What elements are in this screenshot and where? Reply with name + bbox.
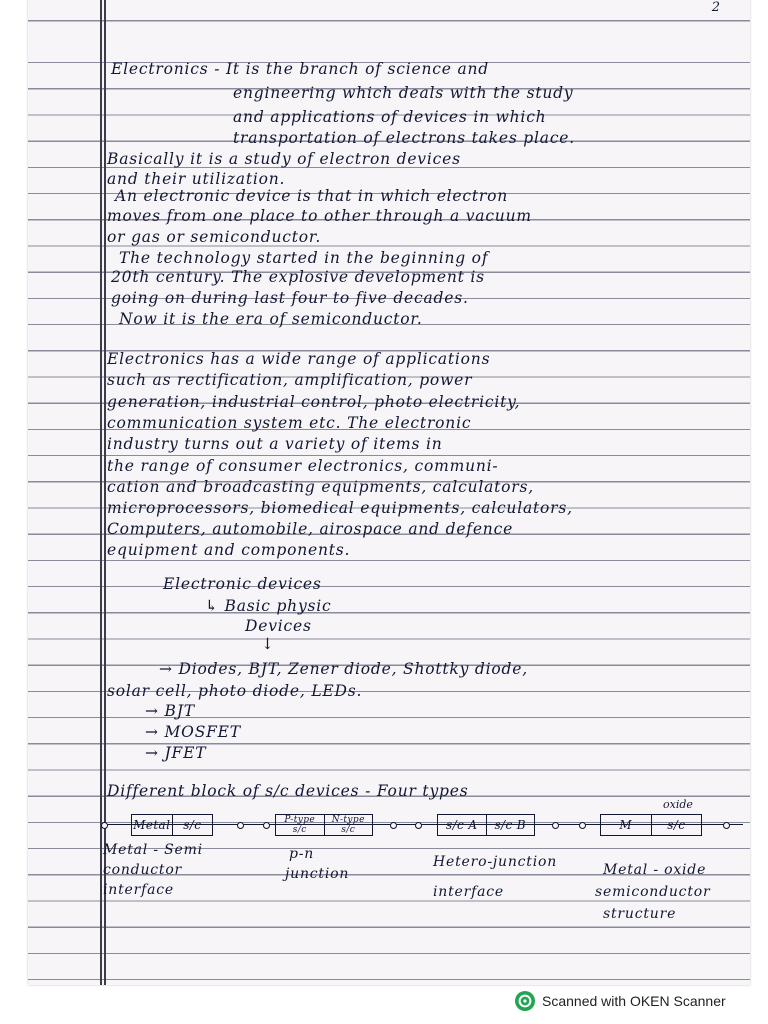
terminal-node (415, 822, 422, 829)
handwritten-line: Electronic devices (163, 575, 322, 593)
handwritten-line: Computers, automobile, airospace and defence (107, 520, 514, 538)
handwritten-line: moves from one place to other through a vacuum (107, 207, 532, 225)
handwritten-line: → BJT (145, 702, 195, 720)
block-cell: s/c (183, 818, 202, 832)
block-cell: s/c (667, 818, 686, 832)
handwritten-line: cation and broadcasting equipments, calculators, (107, 478, 534, 496)
block-cell: s/c A (438, 815, 487, 835)
block-cell: M (601, 815, 652, 835)
handwritten-line: and applications of devices in which (233, 108, 547, 126)
terminal-node (101, 822, 108, 829)
handwritten-line: The technology started in the beginning of (119, 249, 489, 267)
handwritten-line: Electronics - It is the branch of science and (111, 60, 490, 78)
terminal-node (237, 822, 244, 829)
block-mos (600, 814, 702, 836)
handwritten-line: ↓ (261, 635, 275, 653)
notebook-page (28, 0, 750, 985)
handwritten-line: 20th century. The explosive development is (111, 268, 485, 286)
scanner-watermark (515, 989, 726, 1013)
terminal-node (552, 822, 559, 829)
handwritten-line: → JFET (145, 744, 207, 762)
handwritten-line: communication system etc. The electronic (107, 414, 472, 432)
diagram-label: conductor (103, 862, 183, 878)
handwritten-line: ↳ Basic physic (205, 597, 332, 615)
handwritten-line: microprocessors, biomedical equipments, calculators, (107, 499, 573, 517)
handwritten-line: such as rectification, amplification, power (107, 371, 473, 389)
handwritten-line: → MOSFET (145, 723, 241, 741)
block-cell: s/c B (494, 818, 527, 832)
handwritten-line: generation, industrial control, photo electricity, (107, 393, 521, 411)
handwritten-line: → Diodes, BJT, Zener diode, Shottky diode, (159, 660, 528, 678)
handwritten-line: the range of consumer electronics, communi- (107, 457, 499, 475)
diagram-label: structure (603, 906, 677, 922)
diagram-label: interface (433, 884, 504, 900)
handwritten-line: solar cell, photo diode, LEDs. (107, 682, 363, 700)
diagram-label: semiconductor (595, 884, 711, 900)
handwritten-line: An electronic device is that in which electron (115, 187, 509, 205)
block-cell: N-type s/c (331, 815, 365, 835)
diagram-label: interface (103, 882, 174, 898)
handwritten-line: industry turns out a variety of items in (107, 435, 443, 453)
handwritten-line: and their utilization. (107, 170, 286, 188)
diagram-label: p-n (289, 846, 315, 862)
handwritten-line: Electronics has a wide range of applications (107, 350, 491, 368)
handwritten-line: Now it is the era of semiconductor. (119, 310, 423, 328)
handwritten-line: transportation of electrons takes place. (233, 129, 576, 147)
page-number: 2 (711, 0, 720, 15)
block-cell: P-type s/c (276, 815, 325, 835)
scanner-label: Scanned with OKEN Scanner (542, 993, 726, 1009)
terminal-node (723, 822, 730, 829)
oxide-note: oxide (663, 798, 693, 811)
terminal-node (579, 822, 586, 829)
terminal-node (390, 822, 397, 829)
block-hetero-junction (437, 814, 535, 836)
block-pn-junction (275, 814, 373, 836)
handwritten-line: engineering which deals with the study (233, 84, 574, 102)
block-metal-semiconductor (131, 814, 213, 836)
handwritten-line: Different block of s/c devices - Four types (107, 782, 469, 800)
handwritten-line: or gas or semiconductor. (107, 228, 322, 246)
handwritten-line: Basically it is a study of electron devices (107, 150, 461, 168)
handwritten-line: going on during last four to five decades. (111, 289, 469, 307)
diagram-label: Metal - oxide (603, 862, 707, 878)
margin-line (100, 0, 102, 985)
diagram-label: junction (285, 866, 350, 882)
handwritten-line: Devices (245, 617, 312, 635)
scanner-logo-icon (515, 991, 535, 1011)
terminal-node (263, 822, 270, 829)
diagram-label: Hetero-junction (433, 854, 558, 870)
handwritten-line: equipment and components. (107, 541, 351, 559)
diagram-label: Metal - Semi (103, 842, 203, 858)
device-block-diagram (103, 812, 750, 838)
block-cell: Metal (132, 815, 173, 835)
